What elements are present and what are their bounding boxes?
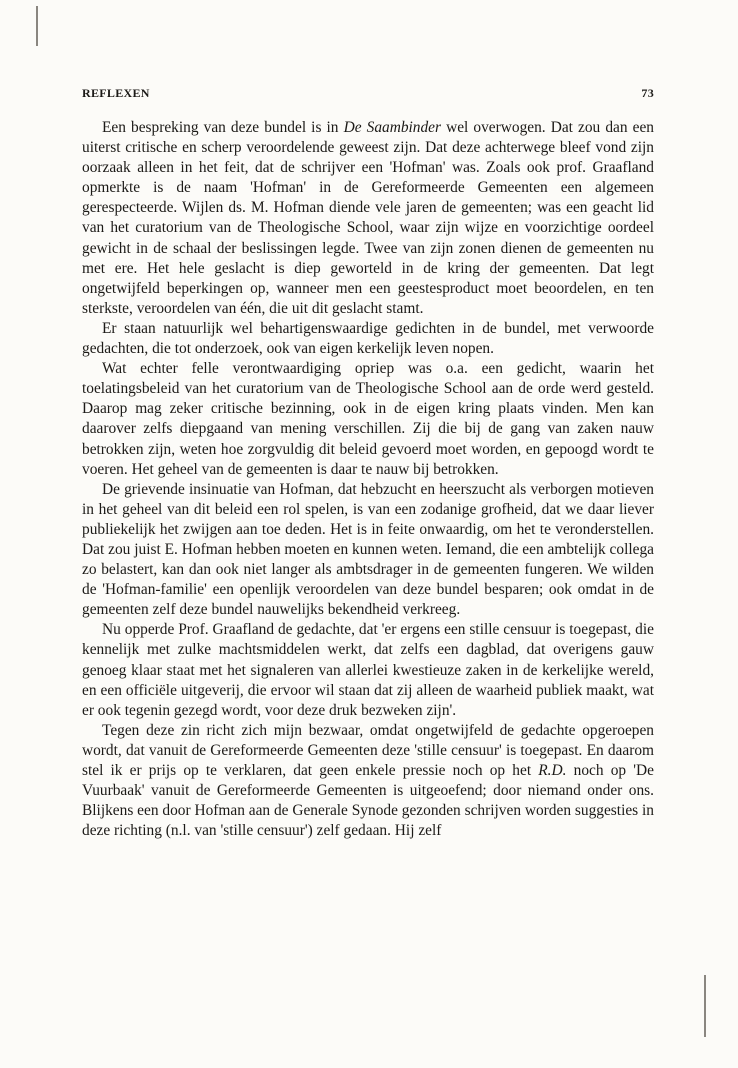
paragraph-text: Tegen deze zin richt zich mijn bezwaar, omdat ongetwijfeld de gedachte opgeroepen wordt, dat vanuit de Gereformeerde Gemeenten deze 'stille censuur' is toegepast. En daarom stel ik er prijs op te verklaren, dat geen enkele pressie noch op het: [82, 721, 654, 779]
page-number: 73: [641, 86, 654, 100]
publication-title: De Saambinder: [343, 119, 442, 136]
paragraph-text: wel overwogen. Dat zou dan een uiterst critische en scherp veroordelende geweest zijn. Dat deze achterwege bleef vond zijn oorzaak alleen in het feit, dat de schrijver een 'Hofman' was. Zoals ook prof. Graafland opmerkte is de naam 'Hofman' in de Gereformeerde Gemeenten een algemeen gerespecteerde. Wijlen ds. M. Hofman diende vele jaren de gemeenten; was een geacht lid van het curatorium van de Theologische School, waar zijn wijze en voorzichtige oordeel gewicht in de schaal der beslissingen legde. Twee van zijn zonen dienen de gemeenten nu met ere. Het hele geslacht is diep geworteld in de kring der gemeenten. Dat legt ongetwijfeld beperkingen op, wanneer men een geestesproduct moet beoordelen, en ten sterkste, veroordelen van één, die uit dit geslacht stamt.: [82, 119, 654, 317]
publication-title: R.D.: [538, 762, 567, 779]
running-title: REFLEXEN: [82, 86, 150, 100]
page-edge-mark: [704, 975, 706, 1037]
running-header: [82, 86, 654, 101]
paragraph: [82, 118, 654, 319]
paragraph-text: noch op 'De Vuurbaak' vanuit de Gereformeerde Gemeenten is uitgeoefend; door niemand onder ons. Blijkens een door Hofman aan de Generale Synode gezonden schrijven worden suggesties in deze richting (n.l. van 'stille censuur') zelf gedaan. Hij zelf: [82, 762, 654, 840]
paragraph-text: Een bespreking van deze bundel is in: [102, 119, 344, 136]
paragraph: Wat echter felle verontwaardiging opriep was o.a. een gedicht, waarin het toelatingsbeleid van het curatorium van de Theologische School aan de orde werd gesteld. Daarop mag zeker critische bezinning, ook in de eigen kring plaats vinden. Men kan daarover zelfs diepgaand van mening verschillen. Zij die bij de gang van zaken nauw betrokken zijn, weten hoe zorgvuldig dit beleid gevoerd moet worden, en gepoogd wordt te voeren. Het geheel van de gemeenten is daar te nauw bij betrokken.: [82, 360, 654, 478]
page-edge-mark: [36, 6, 38, 46]
paragraph: [82, 721, 654, 842]
paragraph: Nu opperde Prof. Graafland de gedachte, dat 'er ergens een stille censuur is toegepast, die kennelijk met zulke machtsmiddelen werkt, dat zelfs een dagblad, dat overigens gauw genoeg klaar staat met het signaleren van allerlei kwestieuze zaken in de kerkelijke wereld, en een officiële uitgeverij, die ervoor wil staan dat zij alleen de waarheid publiek maakt, wat er ook tegenin gezegd wordt, voor deze druk bezweken zijn'.: [82, 621, 654, 719]
paragraph: Er staan natuurlijk wel behartigenswaardige gedichten in de bundel, met verwoorde gedachten, die tot onderzoek, ook van eigen kerkelijk leven nopen.: [82, 319, 654, 358]
paragraph: De grievende insinuatie van Hofman, dat hebzucht en heerszucht als verborgen motieven in het geheel van dit beleid een rol spelen, is van een zodanige grofheid, dat we daar liever publiekelijk het zwijgen aan toe deden. Het is in feite onwaardig, om het te veronderstellen. Dat zou juist E. Hofman hebben moeten en kunnen weten. Iemand, die een ambtelijk collega zo belastert, kan dan ook niet langer als ambtsdrager in de gemeenten fungeren. We wilden de 'Hofman-familie' een openlijk veroordelen van deze bundel besparen; ook omdat in de gemeenten zelf deze bundel nauwelijks bekendheid verkreeg.: [82, 480, 654, 619]
body-text: [82, 118, 654, 841]
